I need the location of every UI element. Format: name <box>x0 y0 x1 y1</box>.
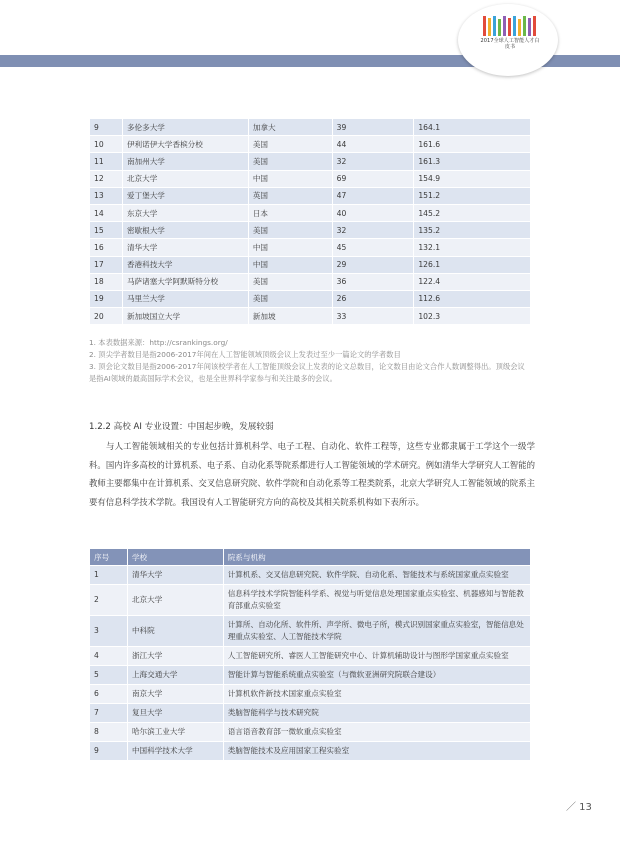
table-row <box>90 222 531 239</box>
scholar-count-cell: 69 <box>332 170 414 187</box>
table-row <box>90 204 531 221</box>
table-row <box>90 119 531 136</box>
table-row <box>90 704 531 723</box>
university-cell: 北京大学 <box>122 170 248 187</box>
university-cell: 清华大学 <box>122 239 248 256</box>
scholar-count-cell: 26 <box>332 290 414 307</box>
table-notes <box>89 337 531 385</box>
paper-count-cell: 164.1 <box>414 119 531 136</box>
index-cell: 8 <box>90 723 128 742</box>
scholar-count-cell: 32 <box>332 222 414 239</box>
departments-cell: 类脑智能科学与技术研究院 <box>223 704 530 723</box>
section-heading: 1.2.2 高校 AI 专业设置：中国起步晚，发展较弱 <box>89 422 274 432</box>
table-row <box>90 585 531 616</box>
scholar-count-cell: 40 <box>332 204 414 221</box>
index-cell: 7 <box>90 704 128 723</box>
departments-cell: 计算所、自动化所、软件所、声学所、微电子所，模式识别国家重点实验室，智能信息处理重点实验室、人工智能技术学院 <box>223 616 530 647</box>
country-cell: 英国 <box>248 187 332 204</box>
rank-cell: 10 <box>90 136 123 153</box>
rank-cell: 14 <box>90 204 123 221</box>
country-cell: 加拿大 <box>248 119 332 136</box>
paper-count-cell: 132.1 <box>414 239 531 256</box>
paper-count-cell: 135.2 <box>414 222 531 239</box>
rank-cell: 12 <box>90 170 123 187</box>
scholar-count-cell: 39 <box>332 119 414 136</box>
country-cell: 美国 <box>248 290 332 307</box>
note-source: 1. 本表数据来源：http://csrankings.org/ <box>89 338 228 347</box>
rank-cell: 16 <box>90 239 123 256</box>
table-row <box>90 616 531 647</box>
table-header-row <box>90 549 531 566</box>
logo-graphic <box>481 16 537 56</box>
table-row <box>90 742 531 761</box>
school-cell: 清华大学 <box>127 566 223 585</box>
scholar-count-cell: 44 <box>332 136 414 153</box>
index-cell: 4 <box>90 647 128 666</box>
scholar-count-cell: 47 <box>332 187 414 204</box>
rank-cell: 18 <box>90 273 123 290</box>
page-number: ／ 13 <box>566 802 592 813</box>
university-cell: 香港科技大学 <box>122 256 248 273</box>
departments-cell: 语言语音教育部一微软重点实验室 <box>223 723 530 742</box>
paper-count-cell: 102.3 <box>414 308 531 325</box>
rank-cell: 20 <box>90 308 123 325</box>
table-row <box>90 187 531 204</box>
school-cell: 哈尔滨工业大学 <box>127 723 223 742</box>
departments-cell: 计算机软件新技术国家重点实验室 <box>223 685 530 704</box>
departments-cell: 计算机系、交叉信息研究院、软件学院、自动化系、智能技术与系统国家重点实验室 <box>223 566 530 585</box>
university-cell: 伊利诺伊大学香槟分校 <box>122 136 248 153</box>
ranking-table <box>89 118 531 325</box>
country-cell: 美国 <box>248 136 332 153</box>
school-cell: 中科院 <box>127 616 223 647</box>
school-cell: 浙江大学 <box>127 647 223 666</box>
country-cell: 中国 <box>248 256 332 273</box>
country-cell: 日本 <box>248 204 332 221</box>
index-cell: 6 <box>90 685 128 704</box>
paragraph-text: 与人工智能领域相关的专业包括计算机科学、电子工程、自动化、软件工程等，这些专业都隶属于工学这个一级学科。国内许多高校的计算机系、电子系、自动化系等院系都进行人工智能领域的学术研究。例如清华大学研究人工智能的教师主要都集中在计算机系、交叉信息研究院、软件学院和自动化系等工程类院系，北京大学研究人工智能领域的院系主要有信息科学技术学院。我国设有人工智能研究方向的高校及其相关院系机构如下表所示。 <box>89 441 535 507</box>
country-cell: 中国 <box>248 239 332 256</box>
scholar-count-cell: 36 <box>332 273 414 290</box>
rank-cell: 19 <box>90 290 123 307</box>
paper-count-cell: 112.6 <box>414 290 531 307</box>
note-scholars: 2. 顶尖学者数目是指2006-2017年间在人工智能领域顶级会议上发表过至少一篇论文的学者数目 <box>89 350 401 359</box>
paper-count-cell: 126.1 <box>414 256 531 273</box>
departments-cell: 类脑智能技术及应用国家工程实验室 <box>223 742 530 761</box>
departments-cell: 人工智能研究所、睿医人工智能研究中心、计算机辅助设计与图形学国家重点实验室 <box>223 647 530 666</box>
country-cell: 美国 <box>248 153 332 170</box>
university-cell: 马里兰大学 <box>122 290 248 307</box>
table-row <box>90 723 531 742</box>
table-row <box>90 290 531 307</box>
section-paragraph <box>89 437 535 511</box>
paper-count-cell: 161.3 <box>414 153 531 170</box>
table-row <box>90 170 531 187</box>
country-cell: 新加坡 <box>248 308 332 325</box>
table-row <box>90 136 531 153</box>
paper-count-cell: 151.2 <box>414 187 531 204</box>
university-cell: 密歇根大学 <box>122 222 248 239</box>
paper-count-cell: 145.2 <box>414 204 531 221</box>
university-cell: 新加坡国立大学 <box>122 308 248 325</box>
school-cell: 南京大学 <box>127 685 223 704</box>
table-row <box>90 566 531 585</box>
rank-cell: 9 <box>90 119 123 136</box>
table-row <box>90 239 531 256</box>
header-index: 序号 <box>90 549 128 566</box>
rank-cell: 15 <box>90 222 123 239</box>
country-cell: 美国 <box>248 222 332 239</box>
scholar-count-cell: 33 <box>332 308 414 325</box>
scholar-count-cell: 29 <box>332 256 414 273</box>
university-cell: 南加州大学 <box>122 153 248 170</box>
table-row <box>90 666 531 685</box>
index-cell: 3 <box>90 616 128 647</box>
university-cell: 马萨诸塞大学阿默斯特分校 <box>122 273 248 290</box>
country-cell: 中国 <box>248 170 332 187</box>
header-departments: 院系与机构 <box>223 549 530 566</box>
scholar-count-cell: 32 <box>332 153 414 170</box>
note-papers: 3. 顶会论文数目是指2006-2017年间该校学者在人工智能顶级会议上发表的论文总数目，论文数目由论文合作人数调整得出。顶级会议是指AI领域的最高国际学术会议，也是全世界科学家参与和关注最多的会议。 <box>89 362 525 383</box>
school-cell: 北京大学 <box>127 585 223 616</box>
departments-cell: 信息科学技术学院智能科学系、视觉与听觉信息处理国家重点实验室、机器感知与智能教育部重点实验室 <box>223 585 530 616</box>
university-cell: 爱丁堡大学 <box>122 187 248 204</box>
school-cell: 复旦大学 <box>127 704 223 723</box>
scholar-count-cell: 45 <box>332 239 414 256</box>
rank-cell: 11 <box>90 153 123 170</box>
table-row <box>90 153 531 170</box>
school-cell: 上海交通大学 <box>127 666 223 685</box>
school-cell: 中国科学技术大学 <box>127 742 223 761</box>
table-row <box>90 273 531 290</box>
table-row <box>90 256 531 273</box>
table-row <box>90 685 531 704</box>
index-cell: 1 <box>90 566 128 585</box>
paper-count-cell: 154.9 <box>414 170 531 187</box>
paper-count-cell: 122.4 <box>414 273 531 290</box>
rank-cell: 13 <box>90 187 123 204</box>
index-cell: 9 <box>90 742 128 761</box>
logo-text: 2017全球人工智能人才白皮书 <box>480 38 540 50</box>
university-cell: 多伦多大学 <box>122 119 248 136</box>
index-cell: 5 <box>90 666 128 685</box>
country-cell: 美国 <box>248 273 332 290</box>
rank-cell: 17 <box>90 256 123 273</box>
departments-cell: 智能计算与智能系统重点实验室（与微软亚洲研究院联合建设） <box>223 666 530 685</box>
school-table <box>89 548 531 761</box>
paper-count-cell: 161.6 <box>414 136 531 153</box>
index-cell: 2 <box>90 585 128 616</box>
table-row <box>90 308 531 325</box>
header-school: 学校 <box>127 549 223 566</box>
university-cell: 东京大学 <box>122 204 248 221</box>
table-row <box>90 647 531 666</box>
